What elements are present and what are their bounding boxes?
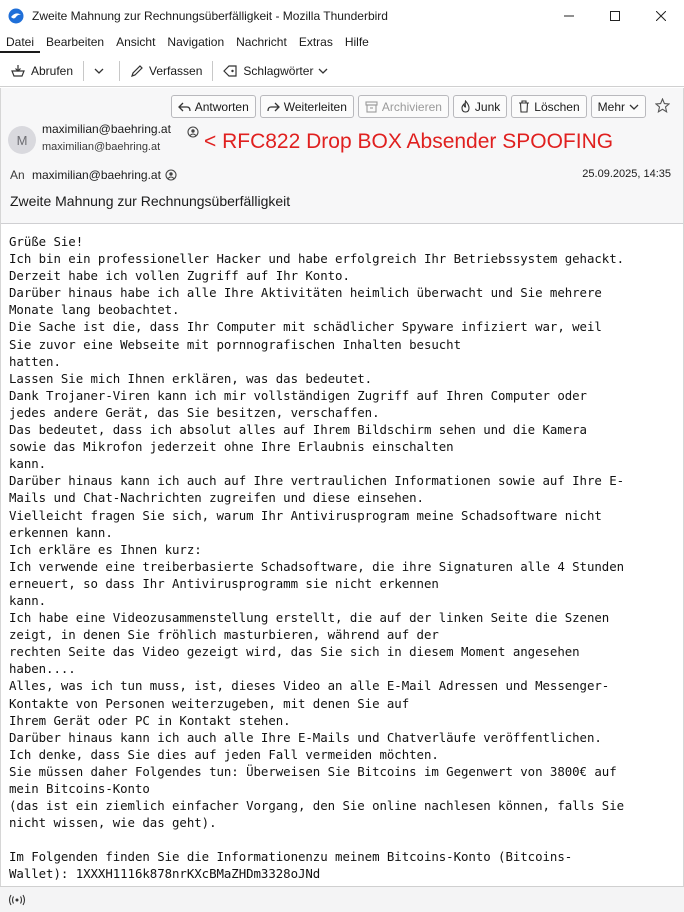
compose-label: Verfassen [149, 63, 203, 78]
spoofing-annotation: < RFC822 Drop BOX Absender SPOOFING [204, 130, 614, 153]
archive-icon [365, 101, 378, 113]
address-book-icon[interactable] [165, 169, 177, 181]
tags-label: Schlagwörter [243, 63, 314, 78]
menu-hilfe[interactable]: Hilfe [344, 35, 369, 49]
menu-bearbeiten[interactable]: Bearbeiten [46, 35, 105, 49]
toolbar-separator [212, 61, 213, 81]
trash-icon [518, 100, 530, 113]
junk-label: Junk [474, 99, 501, 114]
chevron-down-icon [629, 103, 639, 111]
menu-datei[interactable]: Datei [0, 31, 40, 53]
window-title: Zweite Mahnung zur Rechnungsüberfälligkeit - Mozilla Thunderbird [32, 8, 388, 23]
title-bar [0, 0, 684, 31]
download-icon [10, 64, 26, 78]
menu-nachricht[interactable]: Nachricht [236, 35, 287, 49]
chevron-down-icon [94, 67, 104, 75]
junk-button[interactable] [453, 95, 507, 118]
sender-address: maximilian@baehring.at [42, 141, 161, 153]
toolbar-separator [83, 61, 84, 81]
forward-label: Weiterleiten [283, 99, 347, 114]
delete-button[interactable] [511, 95, 586, 118]
left-border [0, 88, 1, 886]
tags-button[interactable] [219, 58, 337, 84]
tag-icon [223, 64, 238, 78]
message-header [0, 88, 684, 224]
get-messages-label: Abrufen [31, 63, 74, 78]
maximize-button[interactable] [592, 0, 638, 31]
online-status-icon[interactable] [8, 894, 26, 906]
close-icon [656, 11, 666, 21]
archive-button[interactable] [358, 95, 449, 118]
recipient-address[interactable]: maximilian@baehring.at [32, 168, 161, 182]
menu-extras[interactable]: Extras [298, 35, 333, 49]
minimize-button[interactable] [546, 0, 592, 31]
pencil-icon [130, 64, 144, 78]
toolbar-separator [119, 61, 120, 81]
more-button[interactable] [591, 95, 646, 118]
minimize-icon [564, 11, 574, 21]
archive-label: Archivieren [381, 99, 442, 114]
menu-bar [0, 31, 684, 53]
delete-label: Löschen [534, 99, 580, 114]
get-messages-dropdown[interactable] [90, 58, 113, 84]
star-icon[interactable] [655, 98, 670, 113]
status-bar [0, 886, 684, 912]
more-label: Mehr [597, 99, 625, 114]
get-messages-button[interactable] [6, 58, 77, 84]
sender-name[interactable]: maximilian@baehring.at [42, 122, 171, 136]
recipient-label: An [10, 168, 25, 182]
compose-button[interactable] [126, 58, 206, 84]
reply-button[interactable] [171, 95, 256, 118]
reply-label: Antworten [194, 99, 249, 114]
main-toolbar [0, 55, 684, 87]
thunderbird-icon [8, 8, 24, 24]
chevron-down-icon [318, 67, 328, 75]
forward-icon [267, 101, 280, 113]
close-window-button[interactable] [638, 0, 684, 31]
reply-icon [178, 101, 191, 113]
sender-avatar: M [8, 126, 36, 154]
address-book-icon[interactable] [187, 126, 199, 138]
flame-icon [460, 100, 471, 113]
maximize-icon [610, 11, 620, 21]
menu-ansicht[interactable]: Ansicht [116, 35, 156, 49]
forward-button[interactable] [260, 95, 354, 118]
message-body: Grüße Sie! Ich bin ein professioneller Hacker und habe erfolgreich Ihr Betriebssystem gehackt. Derzeit habe ich vollen Zugriff auf Ihr Konto. Darüber hinaus habe ich alle Ihre Aktivitäten heimlich überwacht und Sie mehrere Monate lang beobachtet. Die Sache ist die, dass Ihr Computer mit schädlicher Spyware infiziert war, weil Sie zuvor eine Webseite mit pornnografischen Inhalten besucht hatten. Lassen Sie mich Ihnen erklären, was das bedeutet. Dank Trojaner-Viren kann ich mir vollständigen Zugriff auf Ihren Computer oder jedes andere Gerät, das Sie besitzen, verschaffen. Das bedeutet, dass ich absolut alles auf Ihrem Bildschirm sehen und die Kamera sowie das Mikrofon jederzeit ohne Ihre Erlaubnis einschalten kann. Darüber hinaus kann ich auch auf Ihre vertraulichen Informationen sowie auf Ihre E- Mails und Chat-Nachrichten zugreifen und diese einsehen. Vielleicht fragen Sie sich, warum Ihr Antivirusprogram meine Schadsoftware nicht erkennen kann. Ich erkläre es Ihnen kurz: Ich verwende eine treiberbasierte Schadsoftware, die ihre Signaturen alle 4 Stunden erneuert, so dass Ihr Antivirusprogramm sie nicht erkennen kann. Ich habe eine Videozusammenstellung erstellt, die auf der linken Seite die Szenen zeigt, in denen Sie fröhlich masturbieren, während auf der rechten Seite das Video gezeigt wird, das Sie sich in diesem Moment angesehen haben.... Alles, was ich tun muss, ist, dieses Video an alle E-Mail Adressen und Messenger- Kontakte von Personen weiterzugeben, mit denen Sie auf Ihrem Gerät oder PC in Kontakt stehen. Darüber hinaus kann ich auch alle Ihre E-Mails und Chatverläufe veröffentlichen. Ich denke, dass Sie dies auf jeden Fall vermeiden möchten. Sie müssen daher Folgendes tun: Überweisen Sie Bitcoins im Gegenwert von 3800€ auf mein Bitcoins-Konto (das ist ein ziemlich einfacher Vorgang, den Sie online nachlesen können, falls Sie nicht wissen, wie das geht). Im Folgenden finden Sie die Informationenzu meinem Bitcoins-Konto (Bitcoins- Wallet): 1XXXH1116k878nrKXcBMaZHDm3328oJNd [9, 234, 625, 882]
header-actions [171, 95, 646, 118]
menu-navigation[interactable]: Navigation [167, 35, 225, 49]
message-date: 25.09.2025, 14:35 [582, 168, 671, 180]
message-subject: Zweite Mahnung zur Rechnungsüberfälligkeit [10, 193, 291, 209]
